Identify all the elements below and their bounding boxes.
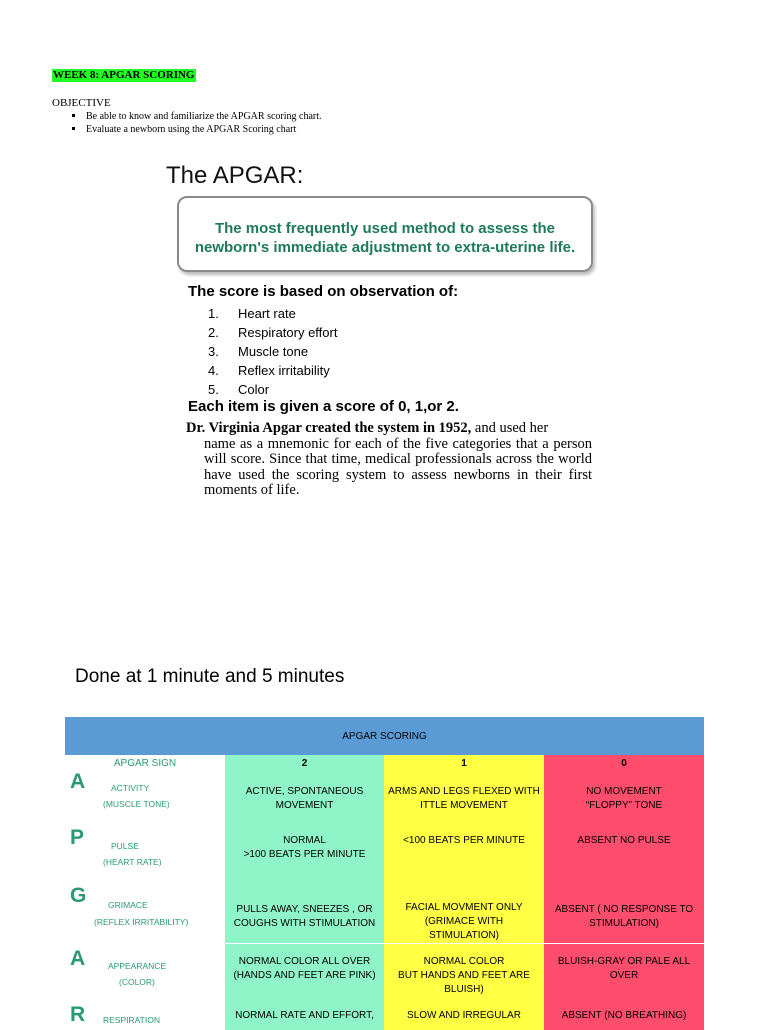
apgar-table xyxy=(65,717,704,1030)
definition-line: newborn's immediate adjustment to extra-uterine life. xyxy=(194,239,576,256)
sign-name: PULSE xyxy=(111,841,139,851)
observation-heading: The score is based on observation of: xyxy=(188,283,459,300)
score-2-cell: NORMAL >100 BEATS PER MINUTE xyxy=(225,826,384,882)
week-title: WEEK 8: APGAR SCORING xyxy=(53,69,195,81)
col-header-1: 1 xyxy=(384,755,544,771)
sign-name: RESPIRATION xyxy=(103,1015,160,1025)
sign-letter: G xyxy=(70,884,87,907)
objective-item: Be able to know and familiarize the APGAR scoring chart. xyxy=(52,110,322,123)
col-header-2: 2 xyxy=(225,755,384,771)
list-item: 3. Muscle tone xyxy=(208,344,309,359)
table-row xyxy=(65,1000,704,1030)
score-0-cell: BLUISH-GRAY OR PALE ALL OVER xyxy=(544,943,704,1000)
objective-label: OBJECTIVE xyxy=(52,97,111,109)
table-row xyxy=(65,943,704,1000)
bullet-icon xyxy=(72,114,75,117)
list-item: 1. Heart rate xyxy=(208,306,296,321)
sign-sub: (REFLEX IRRITABILITY) xyxy=(94,917,189,927)
sign-letter: A xyxy=(70,946,86,970)
list-item: 5. Color xyxy=(208,382,270,397)
score-0-cell: ABSENT (NO BREATHING) xyxy=(544,1000,704,1030)
list-item: 2. Respiratory effort xyxy=(208,325,338,340)
list-item: 4. Reflex irritability xyxy=(208,363,330,378)
sign-letter: A xyxy=(70,770,86,793)
table-row xyxy=(65,771,704,826)
bullet-icon xyxy=(72,127,75,130)
apgar-sign xyxy=(65,882,225,943)
score-0-cell: ABSENT NO PULSE xyxy=(544,826,704,882)
objective-item: Evaluate a newborn using the APGAR Scoring chart xyxy=(52,123,322,136)
apgar-sign xyxy=(65,1000,225,1030)
definition-box xyxy=(177,196,593,272)
col-header-sign: APGAR SIGN xyxy=(113,757,177,769)
score-1-cell: ARMS AND LEGS FLEXED WITH ITTLE MOVEMENT xyxy=(384,771,544,826)
slide-title: The APGAR: xyxy=(166,162,304,189)
apgar-sign xyxy=(65,771,225,826)
objective-section xyxy=(52,97,322,136)
sign-letter: R xyxy=(70,1003,86,1026)
sign-sub: (COLOR) xyxy=(119,976,155,987)
definition-line: The most frequently used method to assess the xyxy=(214,220,556,237)
score-note: Each item is given a score of 0, 1,or 2. xyxy=(188,398,459,415)
score-2-cell: PULLS AWAY, SNEEZES , OR COUGHS WITH STIMULATION xyxy=(225,882,384,943)
col-header-0: 0 xyxy=(544,755,704,771)
score-0-cell: NO MOVEMENT “FLOPPY” TONE xyxy=(544,771,704,826)
sign-letter: P xyxy=(70,826,85,849)
score-1-cell: SLOW AND IRREGULAR xyxy=(384,1000,544,1030)
table-row xyxy=(65,882,704,943)
score-2-cell: NORMAL COLOR ALL OVER (HANDS AND FEET ARE PINK) xyxy=(225,943,384,1000)
score-1-cell: <100 BEATS PER MINUTE xyxy=(384,826,544,882)
sign-name: ACTIVITY xyxy=(111,783,150,793)
history-paragraph: Dr. Virginia Apgar created the system in 1952, and used her name as a mnemonic for each of the five categories that a person will score. Since that time, medical professionals across the world have used the scoring system to assess newborns in their first moments of life. xyxy=(186,420,592,498)
score-2-cell: ACTIVE, SPONTANEOUS MOVEMENT xyxy=(225,771,384,826)
apgar-sign xyxy=(65,943,225,1000)
sign-sub: (HEART RATE) xyxy=(103,857,162,867)
score-1-cell: NORMAL COLOR BUT HANDS AND FEET ARE BLUISH) xyxy=(384,943,544,1000)
score-1-cell: FACIAL MOVMENT ONLY (GRIMACE WITH STIMULATION) xyxy=(384,882,544,943)
sign-name: GRIMACE xyxy=(108,900,148,910)
observation-list xyxy=(208,304,337,399)
sign-name: APPEARANCE xyxy=(108,960,167,971)
table-row xyxy=(65,826,704,882)
score-0-cell: ABSENT ( NO RESPONSE TO STIMULATION) xyxy=(544,882,704,943)
timing-heading: Done at 1 minute and 5 minutes xyxy=(75,666,345,687)
table-title: APGAR SCORING xyxy=(65,717,704,755)
sign-sub: (MUSCLE TONE) xyxy=(103,799,170,809)
apgar-sign xyxy=(65,826,225,882)
score-2-cell: NORMAL RATE AND EFFORT, xyxy=(225,1000,384,1030)
